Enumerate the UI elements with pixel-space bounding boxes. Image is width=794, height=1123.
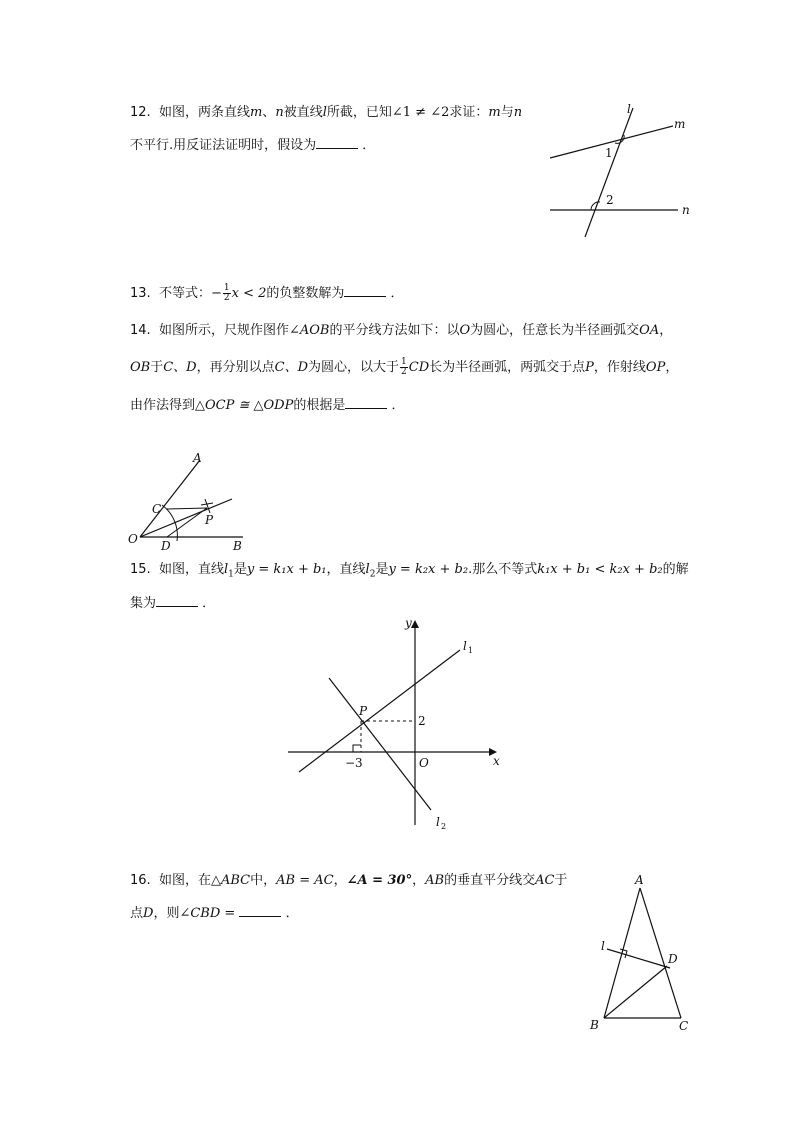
q12-number: 12.	[130, 105, 151, 120]
q16-label-c: C	[679, 1019, 689, 1033]
q14-label-o: O	[128, 532, 138, 546]
q16-line2: 点D，则∠CBD = ．	[130, 906, 299, 921]
q15-label-neg3: −3	[345, 756, 363, 770]
q14-ray-oa	[140, 460, 200, 537]
q12-answer-blank[interactable]	[316, 136, 358, 149]
q15-line2: 集为 ．	[130, 596, 216, 611]
q15-label-2: 2	[418, 714, 426, 728]
q15-label-l1-sub: 1	[468, 646, 474, 655]
q14-arc-p1	[205, 499, 210, 513]
q12-label-m: m	[674, 117, 686, 131]
q12-line-l	[585, 108, 633, 237]
q15-label-y: y	[405, 616, 412, 630]
q14-seg-dp	[167, 508, 207, 537]
q16-figure	[585, 872, 705, 1042]
q14-answer-blank[interactable]	[345, 396, 387, 409]
q15-y-arrow	[411, 620, 419, 628]
q14-label-b: B	[233, 539, 242, 553]
q12-label-n: n	[682, 203, 690, 217]
q15-line-l1	[299, 650, 460, 772]
q13-fraction: $\frac{1}{2}$	[223, 283, 230, 303]
q16-label-a: A	[635, 873, 644, 887]
q12-label-2: 2	[606, 193, 614, 207]
q12-figure	[545, 100, 705, 240]
q15-label-x: x	[493, 754, 500, 768]
q16-label-b: B	[590, 1018, 599, 1032]
q15-answer-blank[interactable]	[156, 594, 198, 607]
q16-seg-bd	[604, 966, 667, 1018]
q16-label-l: l	[601, 939, 605, 953]
q15-figure	[285, 612, 515, 832]
q14-line1: 14. 如图所示，尺规作图作∠AOB的平分线方法如下：以O为圆心，任意长为半径画弧交OA，	[130, 323, 673, 338]
q14-label-d: D	[161, 539, 171, 553]
q16-number: 16.	[130, 873, 151, 888]
q15-line1: 15. 如图，直线$l_1$是y = k₁x + b₁，直线$l_2$是y = k₂x + b₂.那么不等式k₁x + b₁ < k₂x + b₂的解	[130, 562, 689, 580]
q14-number: 14.	[130, 323, 151, 338]
q16-label-d: D	[668, 952, 678, 966]
q14-line3: 由作法得到△OCP ≅ △ODP的根据是 ．	[130, 398, 405, 413]
q15-label-l2-sub: 2	[441, 822, 447, 831]
q15-label-p: P	[359, 704, 368, 718]
q15-right-angle	[353, 745, 361, 752]
q14-line2: OB于C、D，再分别以点C、D为圆心，以大于 $\frac{1}{2}$ CD长为半径画弧，两弧交于点P，作射线OP，	[130, 357, 679, 377]
q14-label-c: C	[152, 502, 162, 516]
q13-answer-blank[interactable]	[344, 284, 386, 297]
q14-figure	[125, 445, 265, 555]
q14-seg-cp	[167, 508, 207, 509]
q14-label-a: A	[193, 451, 202, 465]
q12-line2: 不平行.用反证法证明时，假设为 ．	[130, 138, 376, 153]
q14-fraction: $\frac{1}{2}$	[401, 357, 407, 377]
q15-label-l1: l	[463, 639, 467, 653]
q15-line-l2	[329, 678, 431, 810]
q15-label-l2: l	[436, 815, 440, 829]
q16-line1: 16. 如图，在△ABC中，AB = AC，∠A = 30°，AB的垂直平分线交AC于	[130, 873, 568, 888]
q12-label-l: l	[627, 102, 631, 116]
q12-line1: 12. 如图，两条直线m、n被直线l所截，已知∠1 ≠ ∠2求证：m与n	[130, 105, 523, 120]
q15-label-o: O	[419, 756, 429, 770]
q15-number: 15.	[130, 562, 151, 577]
q16-answer-blank[interactable]	[239, 904, 281, 917]
q13-line: 13. 不等式：− $\frac{1}{2}$ x < 2的负整数解为 ．	[130, 283, 404, 303]
q12-label-1: 1	[605, 146, 613, 160]
q14-label-p: P	[205, 513, 214, 527]
q13-number: 13.	[130, 286, 151, 301]
